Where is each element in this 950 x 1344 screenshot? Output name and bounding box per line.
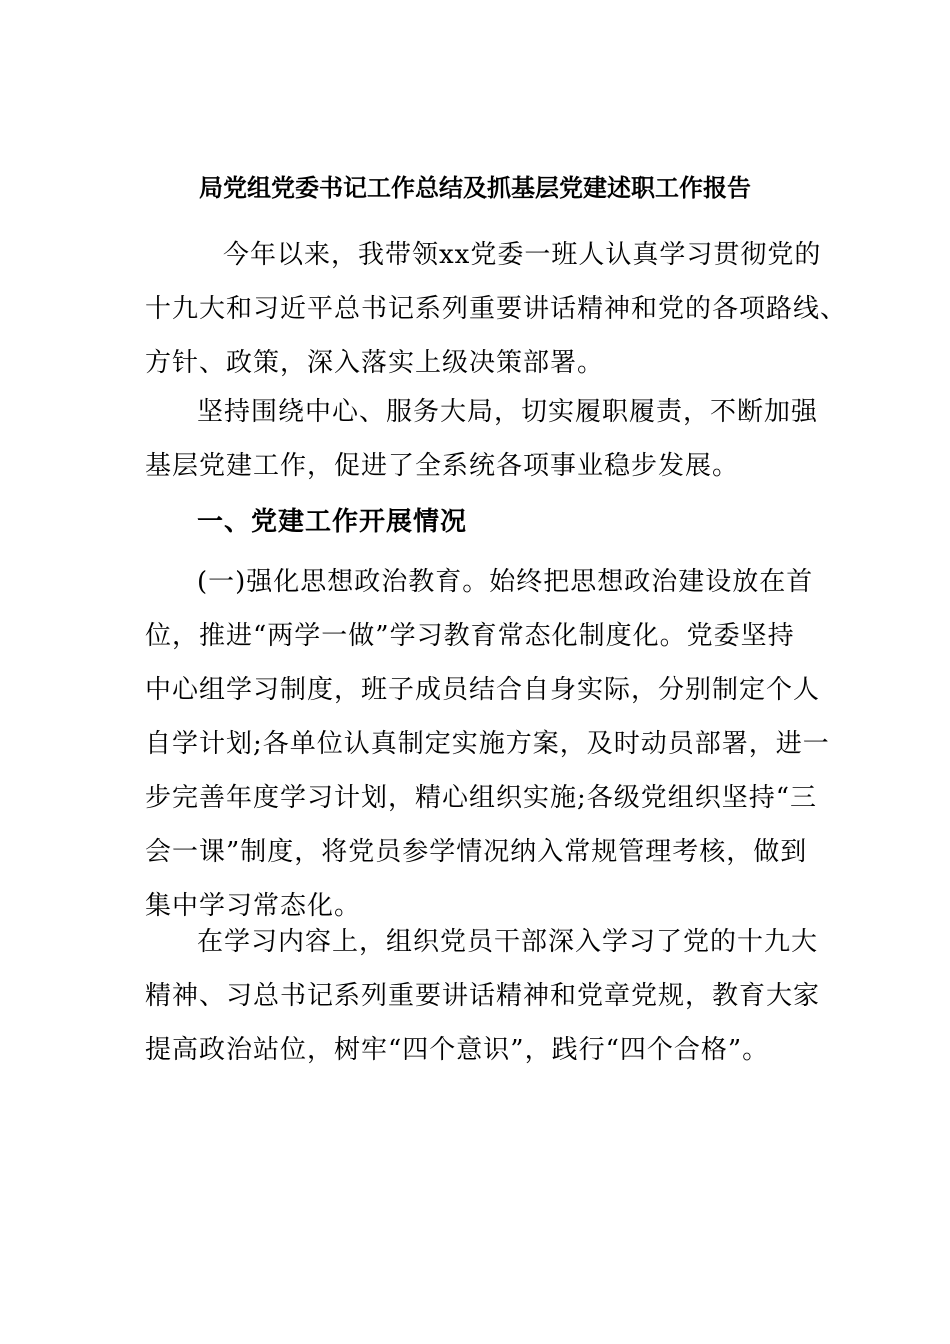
section-paragraph [145,555,830,933]
section-heading: 一、党建工作开展情况 [197,507,468,537]
paragraph-line: 集中学习常态化。 [145,891,362,921]
paragraph-line: 会一课”制度，将党员参学情况纳入常规管理考核，做到 [145,837,808,867]
paragraph-line: 坚持围绕中心、服务大局，切实履职履责，不断加强 [197,397,819,427]
summary-paragraph [145,385,819,493]
paragraph-line: 位，推进“两学一做”学习教育常态化制度化。党委坚持 [145,621,795,651]
intro-paragraph [145,228,848,390]
section-paragraph [145,915,821,1077]
paragraph-line: 十九大和习近平总书记系列重要讲话精神和党的各项路线、 [145,294,848,324]
paragraph-line: 自学计划;各单位认真制定实施方案，及时动员部署，进一 [145,729,830,759]
paragraph-line: 步完善年度学习计划，精心组织实施;各级党组织坚持“三 [145,783,818,813]
paragraph-line: 精神、习总书记系列重要讲话精神和党章党规，教育大家 [145,981,821,1011]
paragraph-line: 中心组学习制度，班子成员结合自身实际，分别制定个人 [145,675,821,705]
paragraph-line: 在学习内容上，组织党员干部深入学习了党的十九大 [197,927,819,957]
paragraph-line: 今年以来，我带领xx党委一班人认真学习贯彻党的 [223,240,822,270]
paragraph-line: 方针、政策，深入落实上级决策部署。 [145,348,605,378]
paragraph-line: 基层党建工作，促进了全系统各项事业稳步发展。 [145,451,740,481]
document-title: 局党组党委书记工作总结及抓基层党建述职工作报告 [199,173,751,202]
paragraph-line: 提高政治站位，树牢“四个意识”，践行“四个合格”。 [145,1035,770,1065]
paragraph-line: (一)强化思想政治教育。始终把思想政治建设放在首 [197,567,814,597]
